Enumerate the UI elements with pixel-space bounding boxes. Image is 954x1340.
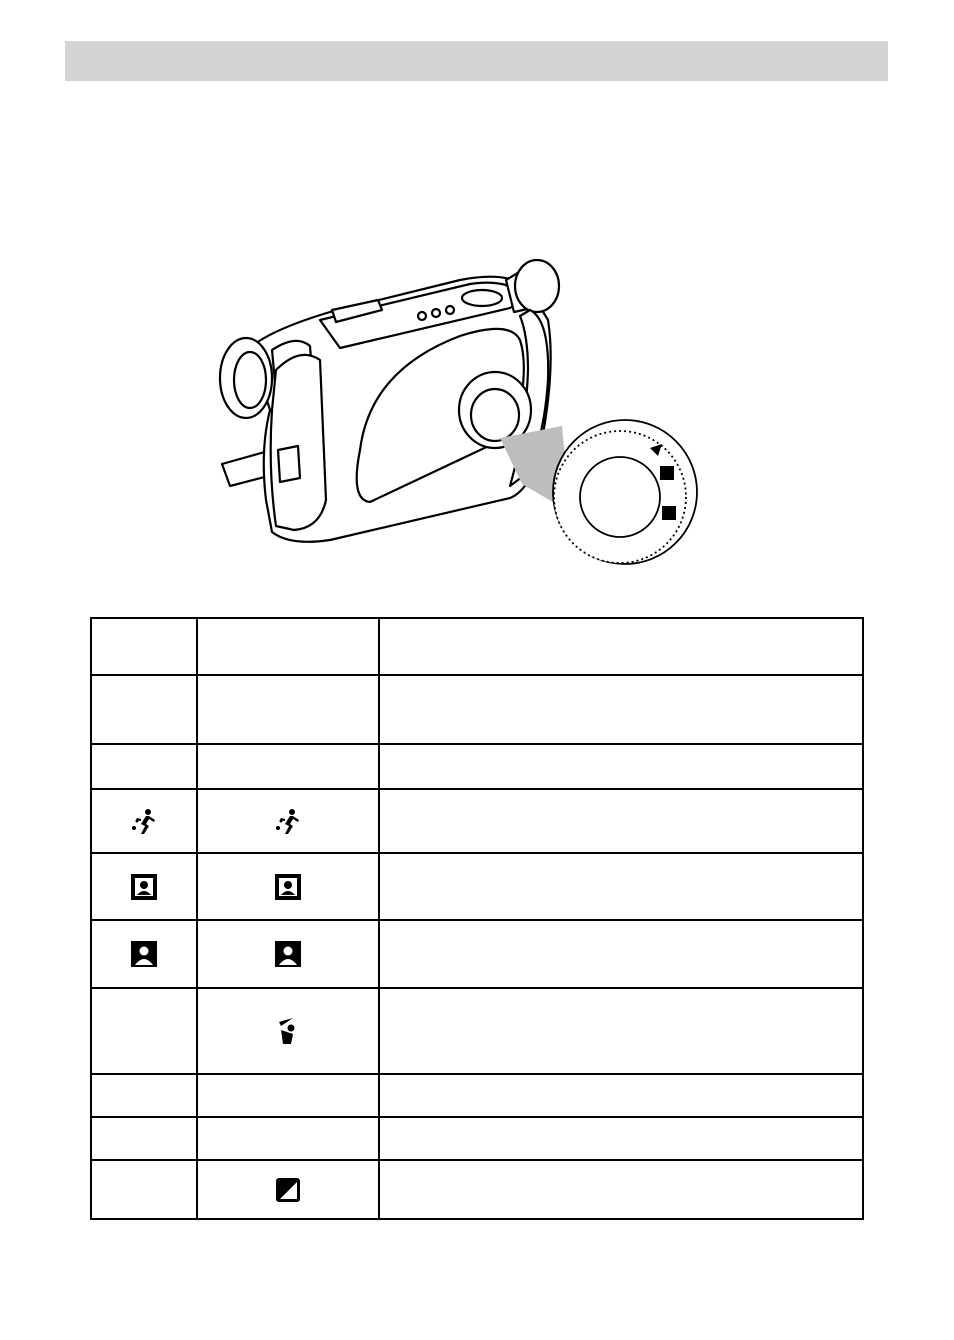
header-cell (379, 618, 863, 675)
table-cell (379, 789, 863, 854)
table-cell (379, 744, 863, 788)
table-row (91, 1074, 863, 1117)
table-row (91, 675, 863, 745)
table-cell (379, 1117, 863, 1160)
table-row (91, 920, 863, 988)
table-cell (379, 1074, 863, 1117)
table-cell (91, 675, 197, 745)
table-cell (197, 1160, 379, 1219)
table-row (91, 744, 863, 788)
header-cell (197, 618, 379, 675)
table-header-row (91, 618, 863, 675)
surf-snow-icon (273, 1016, 303, 1046)
section-header-bar (65, 41, 888, 81)
spotlight-icon (129, 939, 159, 969)
table-cell (91, 920, 197, 988)
table-row (91, 853, 863, 920)
camcorder-illustration (210, 250, 710, 580)
program-ae-mode-table (90, 617, 864, 1220)
table-row (91, 1160, 863, 1219)
table-cell (197, 1117, 379, 1160)
table-cell (197, 675, 379, 745)
table-cell (91, 1074, 197, 1117)
table-cell (91, 988, 197, 1074)
table-cell (379, 853, 863, 920)
table-cell (91, 744, 197, 788)
table-cell (91, 1160, 197, 1219)
table-cell (379, 988, 863, 1074)
portrait-icon (129, 872, 159, 902)
table-cell (379, 1160, 863, 1219)
table-row (91, 789, 863, 854)
portrait-icon (273, 872, 303, 902)
table-cell (197, 853, 379, 920)
table-cell (379, 675, 863, 745)
sports-icon (273, 806, 303, 836)
table-cell (379, 920, 863, 988)
table-row (91, 1117, 863, 1160)
table-cell (197, 988, 379, 1074)
table-cell (91, 1117, 197, 1160)
header-cell (91, 618, 197, 675)
table-cell (91, 789, 197, 854)
table-cell (197, 1074, 379, 1117)
low-lux-icon (273, 1175, 303, 1205)
table-cell (91, 853, 197, 920)
table-row (91, 988, 863, 1074)
table-cell (197, 744, 379, 788)
spotlight-icon (273, 939, 303, 969)
table-cell (197, 920, 379, 988)
table-cell (197, 789, 379, 854)
sports-icon (129, 806, 159, 836)
